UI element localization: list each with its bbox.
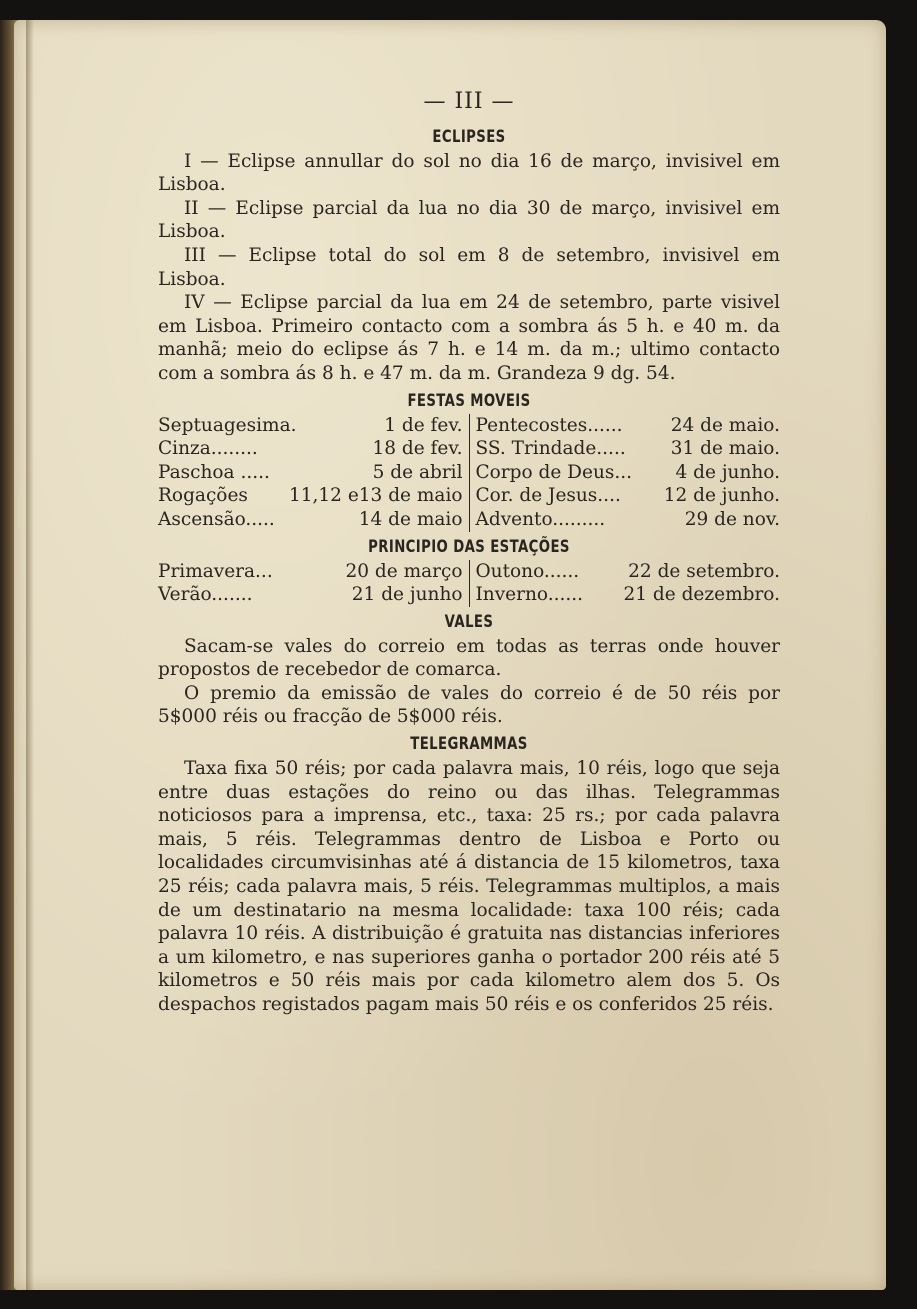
vales-paragraph: Sacam-se vales do correio em todas as terras onde houver propostos de recebedor de comarca.	[158, 635, 780, 681]
festas-row	[158, 414, 463, 438]
festa-name: Septuagesima.	[158, 414, 297, 436]
estacao-name: Primavera...	[158, 560, 273, 582]
estacoes-row	[476, 583, 781, 607]
eclipse-item: II — Eclipse parcial da lua no dia 30 de março, invisivel em Lisboa.	[158, 197, 780, 243]
vales-heading: VALES	[444, 611, 494, 632]
telegrammas-heading: TELEGRAMMAS	[410, 734, 528, 755]
festa-date: 11,12 e13 de maio	[288, 485, 463, 507]
festa-name: Rogações	[158, 485, 248, 507]
festa-date: 4 de junho.	[675, 461, 780, 483]
eclipse-item: III — Eclipse total do sol em 8 de setembro, invisivel em Lisboa.	[158, 244, 780, 290]
estacoes-table	[158, 560, 780, 607]
telegrammas-paragraph: Taxa fixa 50 réis; por cada palavra mais, 10 réis, logo que seja entre duas estações do reino ou das ilhas. Telegrammas noticiosos para a imprensa, etc., taxa: 25 rs.; por cada palavra mais, 5 réis. Telegrammas dentro de Lisboa e Porto ou localidades circumvisinhas até á distancia de 15 kilometros, taxa 25 réis; cada palavra mais, 5 réis. Telegrammas multiplos, a mais de um destinatario na mesma localidade: taxa 100 réis; cada palavra 10 réis. A distribuição é gratuita nas distancias inferiores a um kilometro, e nas superiores ganha o portador 200 réis até 5 kilometros e 50 réis mais por cada kilometro alem dos 5. Os despachos registados pagam mais 50 réis e os conferidos 25 réis.	[158, 758, 780, 1015]
festas-row	[476, 414, 781, 438]
vales-paragraph: O premio da emissão de vales do correio é de 50 réis por 5$000 réis ou fracção de 5$000 réis.	[158, 682, 780, 728]
festa-name: Advento.........	[475, 508, 606, 530]
estacao-name: Verão.......	[158, 584, 253, 606]
festas-left-column	[158, 414, 470, 532]
festa-date: 14 de maio	[358, 508, 463, 530]
festas-row	[476, 437, 781, 461]
estacao-date: 22 de setembro.	[628, 560, 780, 582]
estacao-name: Outono......	[475, 560, 580, 582]
festas-row	[476, 461, 781, 485]
eclipses-heading: ECLIPSES	[432, 126, 506, 147]
festas-row	[158, 508, 463, 532]
festas-row	[158, 437, 463, 461]
festas-heading: FESTAS MOVEIS	[407, 390, 531, 411]
estacoes-left-column	[158, 560, 470, 607]
estacao-date: 21 de dezembro.	[623, 584, 780, 606]
estacao-name: Inverno......	[475, 584, 583, 606]
estacoes-right-column	[470, 560, 781, 607]
festa-name: Paschoa .....	[158, 461, 270, 483]
festa-name: Corpo de Deus...	[475, 461, 633, 483]
festa-date: 1 de fev.	[384, 414, 463, 436]
page-number: — III —	[423, 89, 515, 114]
festa-name: Cinza........	[158, 438, 258, 460]
festa-name: Ascensão.....	[158, 508, 275, 530]
estacoes-heading: PRINCIPIO DAS ESTAÇÕES	[368, 536, 570, 557]
festa-name: Cor. de Jesus....	[475, 485, 621, 507]
festa-date: 29 de nov.	[684, 508, 780, 530]
festas-row	[158, 484, 463, 508]
estacoes-row	[158, 583, 463, 607]
page-text	[158, 90, 780, 1017]
festa-name: Pentecostes......	[475, 414, 623, 436]
estacao-date: 20 de março	[345, 560, 463, 582]
festa-date: 24 de maio.	[670, 414, 780, 436]
estacoes-row	[158, 560, 463, 584]
festa-name: SS. Trindade.....	[475, 438, 626, 460]
festa-date: 5 de abril	[372, 461, 463, 483]
festas-right-column	[470, 414, 781, 532]
estacao-date: 21 de junho	[351, 584, 463, 606]
estacoes-row	[476, 560, 781, 584]
festas-table	[158, 414, 780, 532]
festa-date: 12 de junho.	[663, 485, 780, 507]
page-fold-shadow	[26, 20, 34, 1290]
festas-row	[476, 508, 781, 532]
eclipse-item: I — Eclipse annullar do sol no dia 16 de março, invisivel em Lisboa.	[158, 150, 780, 196]
festa-date: 18 de fev.	[372, 438, 463, 460]
festas-row	[158, 461, 463, 485]
festa-date: 31 de maio.	[670, 438, 780, 460]
festas-row	[476, 484, 781, 508]
eclipse-item: IV — Eclipse parcial da lua em 24 de setembro, parte visivel em Lisboa. Primeiro contacto com a sombra ás 5 h. e 40 m. da manhã; meio do eclipse ás 7 h. e 14 m. da m.; ultimo contacto com a sombra ás 8 h. e 47 m. da m. Grandeza 9 dg. 54.	[158, 292, 780, 384]
